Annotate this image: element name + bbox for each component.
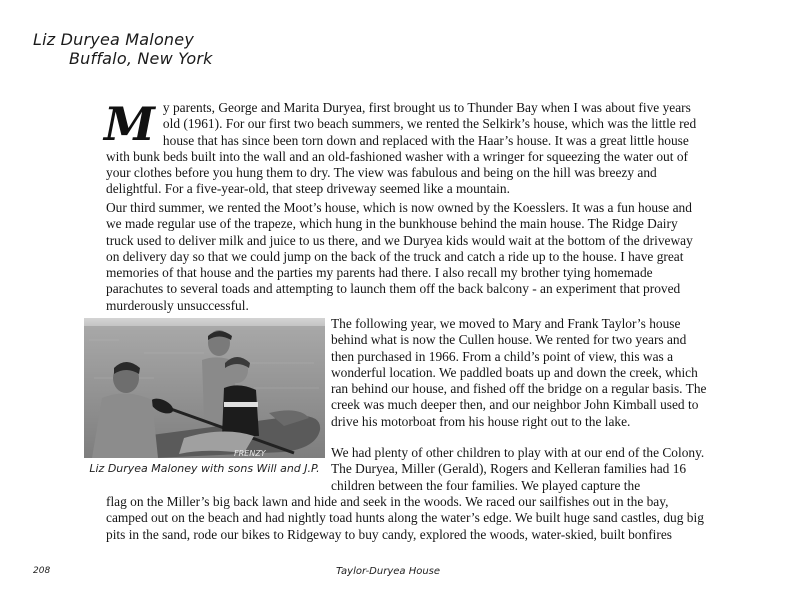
- paragraph-2: Our third summer, we rented the Moot’s house, which is now owned by the Koesslers. It was a fun house and we made regular use of the trapeze, which hung in the bunkhouse behind the main house. The Ridge Dairy truck used to deliver milk and juice to us there, and we Duryea kids would wait at the bottom of the driveway on delivery day so that we could jump on the back of the truck and catch a ride up to the house. I have great memories of that house and the parties my parents had there. I also recall my brother tying homemade parachutes to several toads and attempting to launch them off the back balcony - an experiment that proved murderously unsuccessful.: [106, 200, 693, 313]
- running-title: Taylor-Duryea House: [336, 566, 441, 577]
- photo-illustration: [84, 318, 325, 458]
- author-location: Buffalo, New York: [69, 49, 213, 68]
- paragraph-1: [104, 97, 702, 198]
- photo-caption: Liz Duryea Maloney with sons Will and J.P.: [89, 462, 320, 475]
- boat-label: FRENZY: [234, 449, 266, 458]
- paragraph-1-text: y parents, George and Marita Duryea, first brought us to Thunder Bay when I was about five years old (1961). For our first two beach summers, we rented the Selkirk’s house, which was the little red house that has since been torn down and replaced with the Haar’s house. It was a great little house with bunk beds built into the wall and an old-fashioned washer with a wringer for squeezing the water out of your clothes before you hung them to dry. The view was fabulous and being on the hill was breezy and delightful. For a five-year-old, that steep driveway seemed like a mountain.: [106, 100, 697, 197]
- page-number: 208: [33, 566, 51, 576]
- paragraph-4-part-1: We had plenty of other children to play with at our end of the Colony. The Duryea, Miller (Gerald), Rogers and Kelleran families had 16 children between the four families. We played capture the: [331, 445, 705, 493]
- sky: [84, 318, 325, 326]
- paragraph-3: The following year, we moved to Mary and Frank Taylor’s house behind what is now the Cullen house. We rented for two years and then purchased in 1966. From a child’s point of view, this was a wonderful location. We paddled boats up and down the creek, which ran behind our house, and fished off the bridge on a regular basis. The creek was much deeper then, and our neighbor John Kimball used to drive his motorboat from his house right out to the lake.: [331, 316, 707, 429]
- paragraph-4-part-2: flag on the Miller’s big back lawn and hide and seek in the woods. We raced our sailfishes out in the bay, camped out on the beach and had nightly toad hunts along the water’s edge. We built huge sand castles, dug big pits in the sand, rode our bikes to Ridgeway to buy candy, explored the woods, water-skied, built bonfires: [106, 494, 704, 542]
- family-photo: [84, 318, 325, 458]
- author-name: Liz Duryea Maloney: [33, 30, 194, 49]
- drop-cap: M: [104, 97, 155, 151]
